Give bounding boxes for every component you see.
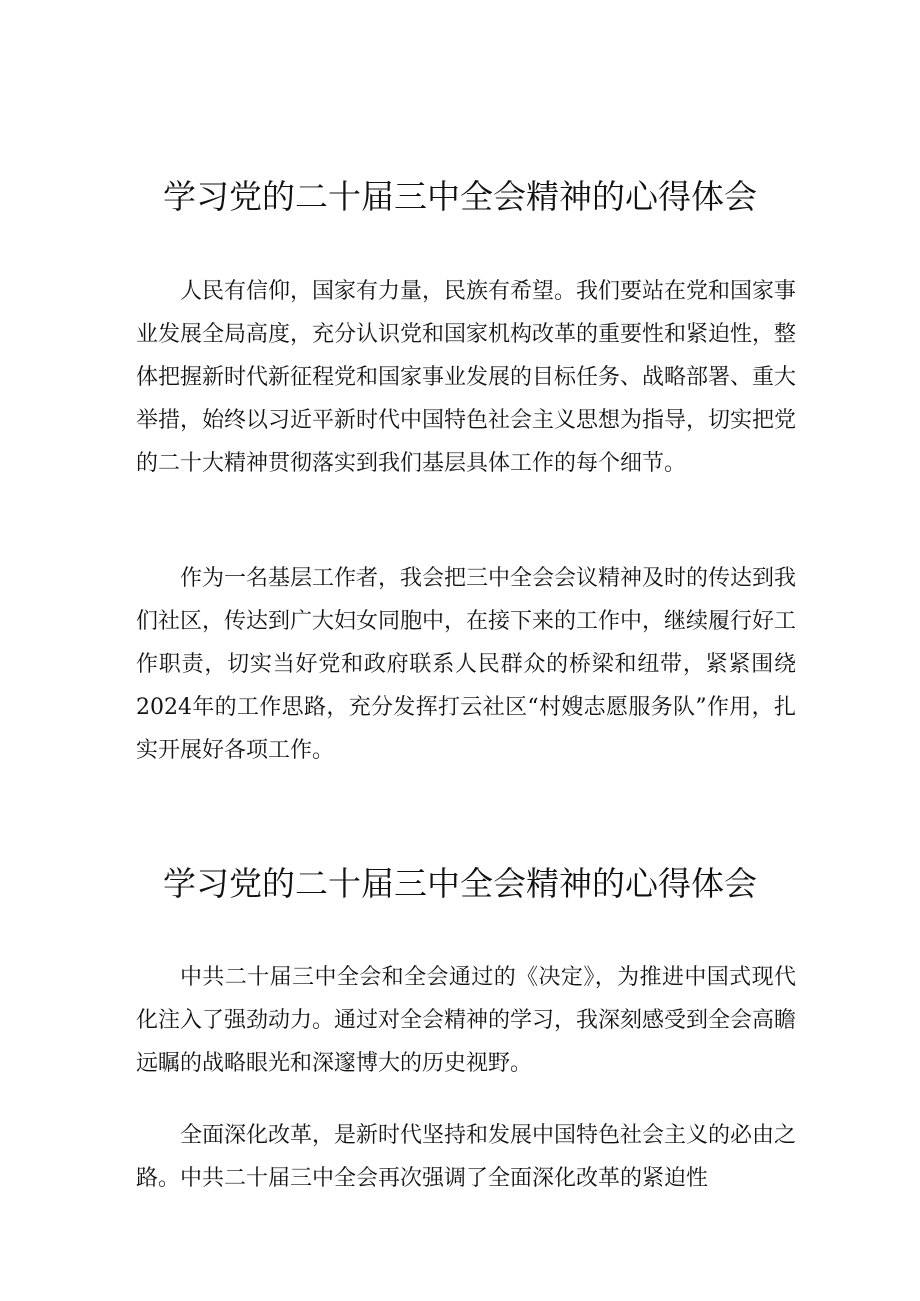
section-title: 学习党的二十届三中全会精神的心得体会	[163, 864, 757, 903]
paragraph: 作为一名基层工作者，我会把三中全会会议精神及时的传达到我们社区，传达到广大妇女同胞中，在接下来的工作中，继续履行好工作职责，切实当好党和政府联系人民群众的桥梁和纽带，紧紧围绕2024年的工作思路，充分发挥打云社区“村嫂志愿服务队”作用，扎实开展好各项工作。	[136, 566, 797, 763]
paragraph: 中共二十届三中全会和全会通过的《决定》，为推进中国式现代化注入了强劲动力。通过对全会精神的学习，我深刻感受到全会高瞻远瞩的战略眼光和深邃博大的历史视野。	[136, 965, 797, 1076]
section-title: 学习党的二十届三中全会精神的心得体会	[163, 177, 757, 216]
paragraph: 全面深化改革，是新时代坚持和发展中国特色社会主义的必由之路。中共二十届三中全会再次强调了全面深化改革的紧迫性	[136, 1123, 797, 1191]
paragraph: 人民有信仰，国家有力量，民族有希望。我们要站在党和国家事业发展全局高度，充分认识党和国家机构改革的重要性和紧迫性，整体把握新时代新征程党和国家事业发展的目标任务、战略部署、重大举措，始终以习近平新时代中国特色社会主义思想为指导，切实把党的二十大精神贯彻落实到我们基层具体工作的每个细节。	[136, 279, 797, 476]
